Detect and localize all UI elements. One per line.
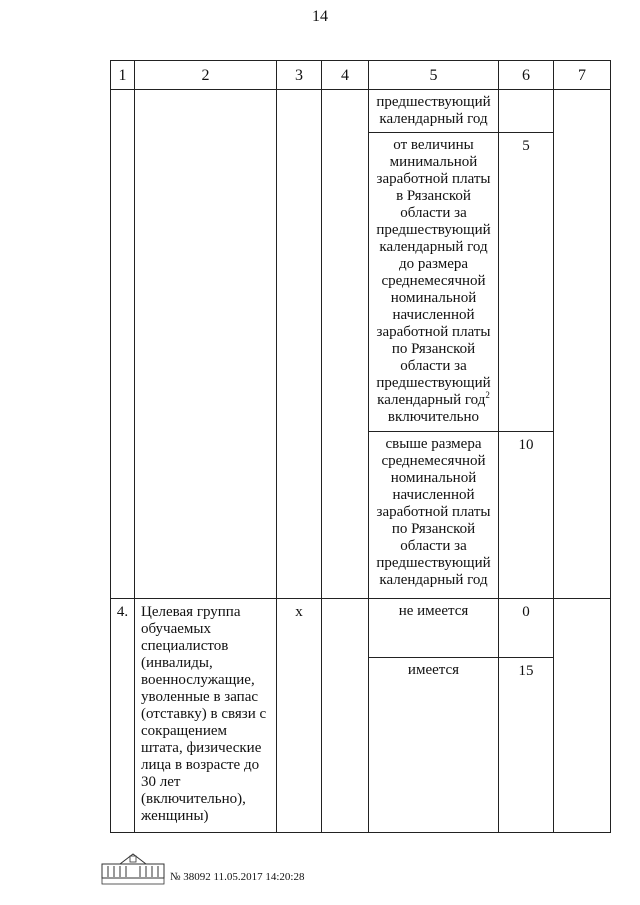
criterion-cell bbox=[369, 133, 499, 432]
col7-cell bbox=[554, 599, 611, 833]
col4-cell bbox=[322, 599, 369, 833]
header-cell: 6 bbox=[499, 61, 554, 90]
header-cell: 1 bbox=[111, 61, 135, 90]
name-cell bbox=[135, 90, 277, 599]
score-cell bbox=[499, 90, 554, 133]
table-header-row bbox=[111, 61, 611, 90]
criterion-cell: имеется bbox=[369, 658, 499, 833]
col4-cell bbox=[322, 90, 369, 599]
criteria-table bbox=[110, 60, 611, 833]
col7-cell bbox=[554, 90, 611, 599]
score-cell: 0 bbox=[499, 599, 554, 658]
header-cell: 4 bbox=[322, 61, 369, 90]
government-stamp bbox=[100, 850, 420, 890]
col3-value: х bbox=[277, 599, 322, 833]
document-registration-info: № 38092 11.05.2017 14:20:28 bbox=[170, 871, 305, 883]
header-cell: 5 bbox=[369, 61, 499, 90]
score-cell: 5 bbox=[499, 133, 554, 432]
score-cell: 15 bbox=[499, 658, 554, 833]
page-number: 14 bbox=[312, 8, 328, 25]
col3-cell bbox=[277, 90, 322, 599]
criterion-text-tail: включительно bbox=[387, 409, 480, 425]
footnote-mark: 2 bbox=[485, 390, 490, 400]
criterion-cell: не имеется bbox=[369, 599, 499, 658]
table-row bbox=[111, 599, 611, 658]
header-cell: 3 bbox=[277, 61, 322, 90]
score-cell: 10 bbox=[499, 432, 554, 599]
criterion-cell: свыше размера среднемесячной номинальной начисленной заработной платы по Рязанской области за предшествующий календарный год bbox=[369, 432, 499, 599]
header-cell: 7 bbox=[554, 61, 611, 90]
criterion-cell: предшествующий календарный год bbox=[369, 90, 499, 133]
government-building-icon bbox=[100, 850, 166, 886]
number-cell bbox=[111, 90, 135, 599]
item-name: Целевая группа обучаемых специалистов (инвалиды, военнослужащие, уволенные в запас (отставку) в связи с сокращением штата, физические лица в возрасте до 30 лет (включительно), женщины) bbox=[135, 599, 277, 833]
header-cell: 2 bbox=[135, 61, 277, 90]
item-number: 4. bbox=[111, 599, 135, 833]
table-row bbox=[111, 90, 611, 133]
criterion-text: от величины минимальной заработной платы в Рязанской области за предшествующий календарный год до размера среднемесячной номинальной начисленной заработной платы по Рязанской области за предшествующий календарный год bbox=[376, 137, 491, 408]
